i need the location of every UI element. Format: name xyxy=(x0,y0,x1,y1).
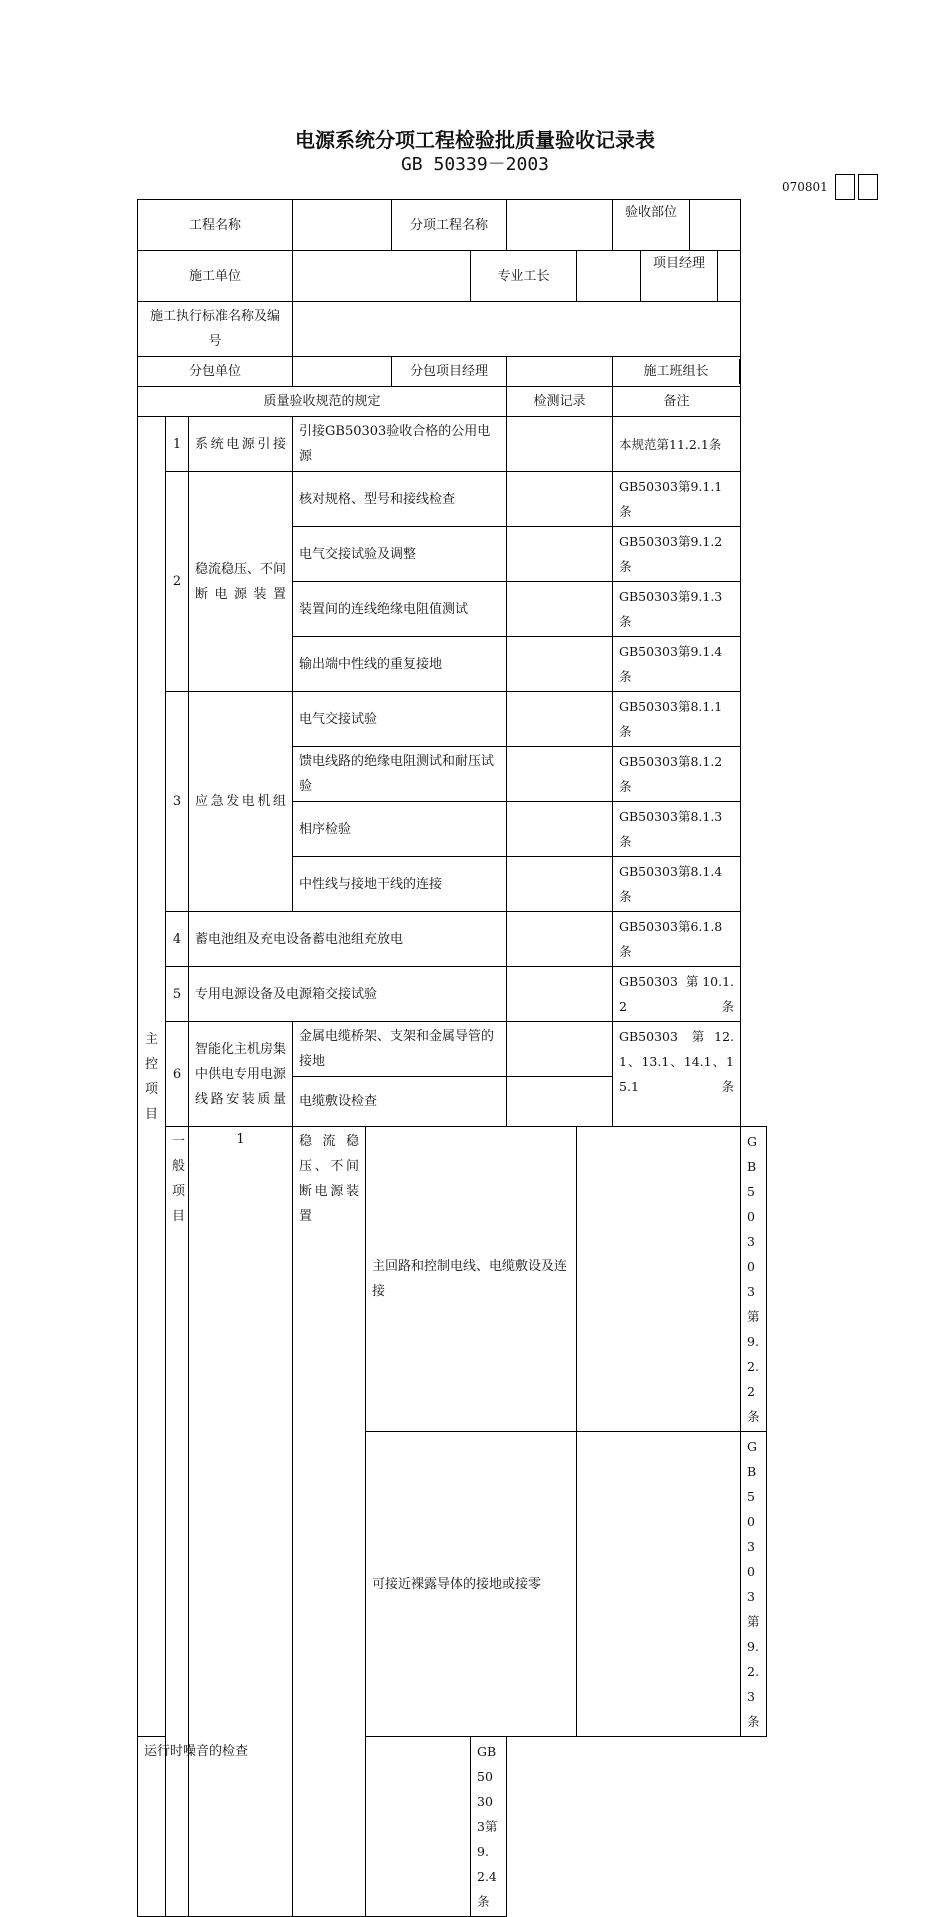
check-note: GB50303第9.1.3条 xyxy=(613,582,741,637)
item-number: 6 xyxy=(166,1022,189,1127)
check-text: 电缆敷设检查 xyxy=(293,1077,507,1127)
check-record[interactable] xyxy=(507,747,613,802)
item-number: 5 xyxy=(166,967,189,1022)
serial-box-1[interactable] xyxy=(835,174,855,200)
project-name-label: 工程名称 xyxy=(138,200,293,251)
item-name: 蓄电池组及充电设备蓄电池组充放电 xyxy=(189,912,507,967)
check-text: 主回路和控制电线、电缆敷设及连接 xyxy=(366,1127,577,1432)
check-note: GB50303第9.1.2条 xyxy=(613,527,741,582)
item-name: 应急发电机组 xyxy=(189,692,293,912)
item-name: 系统电源引接 xyxy=(189,417,293,472)
form-title: 电源系统分项工程检验批质量验收记录表 xyxy=(295,128,655,152)
main-control-char: 控 xyxy=(144,1056,158,1072)
check-record[interactable] xyxy=(507,1077,613,1127)
check-note: GB50303第8.1.4条 xyxy=(613,857,741,912)
check-text: 中性线与接地干线的连接 xyxy=(293,857,507,912)
sub-project-name-label: 分项工程名称 xyxy=(392,200,507,251)
item-name: 专用电源设备及电源箱交接试验 xyxy=(189,967,507,1022)
serial-box-2[interactable] xyxy=(858,174,878,200)
main-control-char: 目 xyxy=(144,1106,158,1122)
item-name: 稳流稳压、不间断电源装置 xyxy=(189,472,293,692)
record-column-header: 检测记录 xyxy=(507,387,613,417)
construction-unit-label: 施工单位 xyxy=(138,251,293,302)
check-text: 装置间的连线绝缘电阻值测试 xyxy=(293,582,507,637)
check-record[interactable] xyxy=(507,692,613,747)
note-column-header: 备注 xyxy=(613,387,741,417)
project-name-value[interactable] xyxy=(293,200,392,251)
subcontractor-value[interactable] xyxy=(293,357,392,387)
check-note: 本规范第11.2.1条 xyxy=(613,417,741,472)
check-record[interactable] xyxy=(507,802,613,857)
construction-unit-value[interactable] xyxy=(293,251,471,302)
general-char: 项 xyxy=(172,1184,186,1199)
project-manager-value[interactable] xyxy=(718,251,740,301)
standard-code: GB 50339－2003 xyxy=(400,154,550,175)
check-note: GB50303第9.1.4条 xyxy=(613,637,741,692)
main-control-label xyxy=(138,417,166,1737)
sub-manager-value[interactable] xyxy=(507,357,613,387)
foreman-label: 专业工长 xyxy=(471,251,577,302)
check-note: GB50303第8.1.1条 xyxy=(613,692,741,747)
foreman-value[interactable] xyxy=(577,251,641,301)
check-note: GB50303第6.1.8条 xyxy=(613,912,741,967)
main-control-char: 主 xyxy=(144,1031,158,1047)
check-record[interactable] xyxy=(507,857,613,912)
project-manager-cell xyxy=(577,251,741,302)
item-number: 2 xyxy=(166,472,189,692)
check-record[interactable] xyxy=(507,417,613,472)
check-text: 核对规格、型号和接线检查 xyxy=(293,472,507,527)
check-record[interactable] xyxy=(507,527,613,582)
item-number: 1 xyxy=(189,1127,293,1917)
check-record[interactable] xyxy=(507,912,613,967)
check-text: 可接近裸露导体的接地或接零 xyxy=(366,1432,577,1737)
acceptance-record-table xyxy=(137,199,767,1917)
standard-label: 施工执行标准名称及编号 xyxy=(138,302,293,357)
form-code: 070801 xyxy=(782,180,828,194)
check-record[interactable] xyxy=(507,472,613,527)
check-text: 运行时噪音的检查 xyxy=(138,1737,366,1917)
check-text: 电气交接试验及调整 xyxy=(293,527,507,582)
check-note: GB50303 第12.1、13.1、14.1、15.1条 xyxy=(613,1022,741,1127)
check-text: 电气交接试验 xyxy=(293,692,507,747)
check-text: 馈电线路的绝缘电阻测试和耐压试验 xyxy=(293,747,507,802)
general-char: 一 xyxy=(172,1134,186,1149)
check-record[interactable] xyxy=(577,1432,741,1737)
team-leader-cell xyxy=(613,357,741,387)
item-number: 1 xyxy=(166,417,189,472)
sub-project-name-value[interactable] xyxy=(507,200,613,251)
check-record[interactable] xyxy=(507,637,613,692)
check-note: GB50303第9.1.1条 xyxy=(613,472,741,527)
check-text: 金属电缆桥架、支架和金属导管的接地 xyxy=(293,1022,507,1077)
check-text: 引接GB50303验收合格的公用电源 xyxy=(293,417,507,472)
check-record[interactable] xyxy=(507,1022,613,1077)
check-note: GB50303第8.1.2条 xyxy=(613,747,741,802)
check-note: GB50303第9.2.2条 xyxy=(741,1127,767,1432)
check-note: GB50303第9.2.4条 xyxy=(471,1737,507,1917)
acceptance-part-label-text: 验收部位 xyxy=(613,200,690,250)
sub-manager-label: 分包项目经理 xyxy=(392,357,507,387)
acceptance-part-value[interactable] xyxy=(690,200,740,250)
general-char: 般 xyxy=(172,1159,186,1174)
check-record[interactable] xyxy=(577,1127,741,1432)
check-record[interactable] xyxy=(507,967,613,1022)
item-number: 3 xyxy=(166,692,189,912)
project-manager-label: 项目经理 xyxy=(641,251,718,301)
check-note: GB50303 第10.1.2条 xyxy=(613,967,741,1022)
subcontractor-label: 分包单位 xyxy=(138,357,293,387)
check-text: 相序检验 xyxy=(293,802,507,857)
acceptance-part-label xyxy=(613,200,741,251)
spec-column-header: 质量验收规范的规定 xyxy=(138,387,507,417)
general-char: 目 xyxy=(172,1209,186,1224)
check-note: GB50303第8.1.3条 xyxy=(613,802,741,857)
check-text: 输出端中性线的重复接地 xyxy=(293,637,507,692)
check-note: GB50303第9.2.3条 xyxy=(741,1432,767,1737)
standard-value[interactable] xyxy=(293,302,741,357)
item-name: 智能化主机房集中供电专用电源线路安装质量 xyxy=(189,1022,293,1127)
check-record[interactable] xyxy=(507,582,613,637)
main-control-char: 项 xyxy=(144,1081,158,1097)
item-name: 稳流稳压、不间断电源装置 xyxy=(293,1127,366,1917)
check-record[interactable] xyxy=(366,1737,471,1917)
team-leader-label: 施工班组长 xyxy=(613,359,740,384)
item-number: 4 xyxy=(166,912,189,967)
